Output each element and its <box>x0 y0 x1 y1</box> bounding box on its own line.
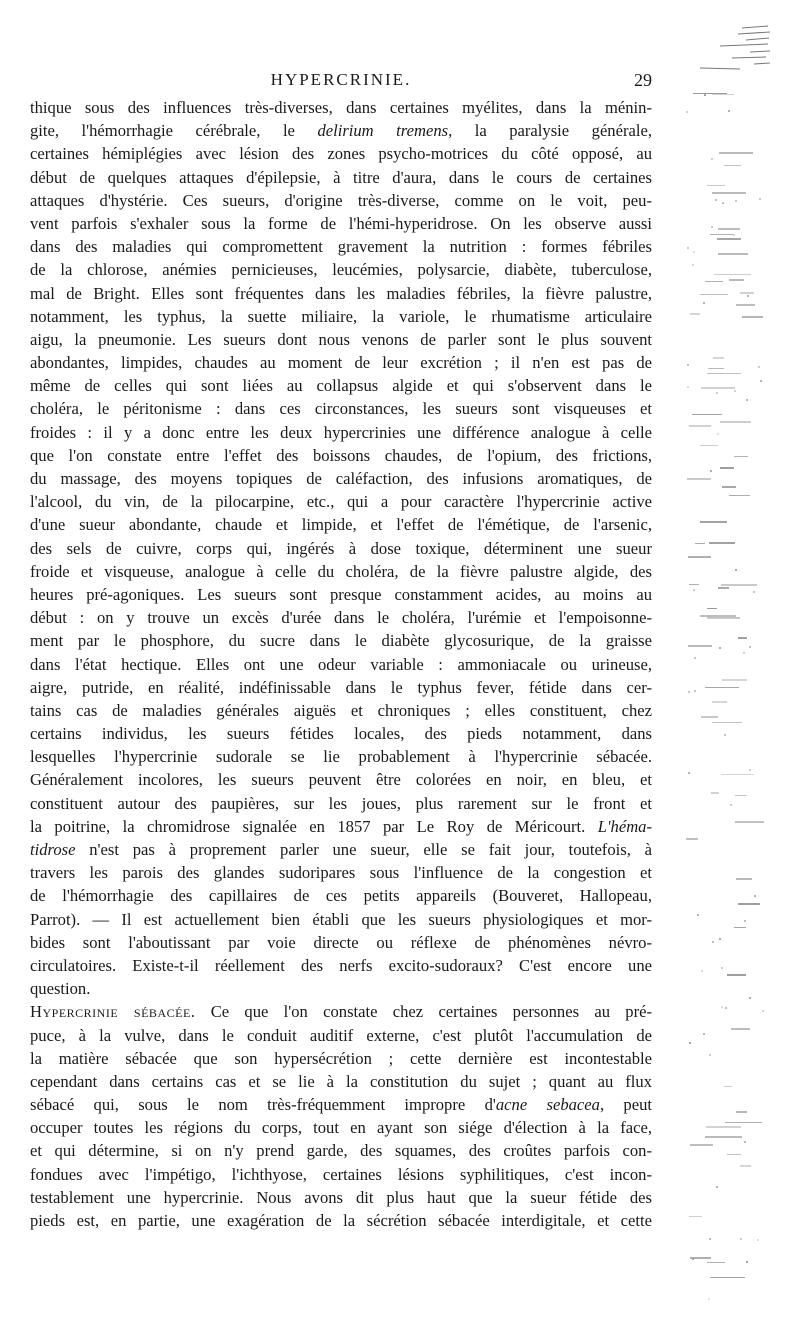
text-line <box>30 212 652 235</box>
scan-noise-mark <box>700 294 728 295</box>
page-number: 29 <box>634 70 652 90</box>
scan-noise-dot <box>755 903 757 905</box>
scan-noise-mark <box>720 467 734 469</box>
body-text <box>30 96 652 1232</box>
scan-noise-mark <box>736 878 752 880</box>
text-line <box>30 282 652 305</box>
text-line <box>30 189 652 212</box>
text-segment: abondantes, limpides, chaudes au moment de leur excrétion ; il n'en est pas de <box>30 353 652 373</box>
scan-noise-mark <box>713 357 724 359</box>
text-line <box>30 537 652 560</box>
text-line <box>30 954 652 977</box>
scan-noise-mark <box>734 927 746 928</box>
text-line <box>30 1163 652 1186</box>
text-line <box>30 444 652 467</box>
text-segment: que l'on constate entre l'effet des boissons chaudes, de l'opium, des frictions, <box>30 445 652 465</box>
text-segment: heures pré-agoniques. Les sueurs sont presque constamment acides, au moins au <box>30 584 652 604</box>
text-line <box>30 142 652 165</box>
scan-noise-dot <box>686 111 688 113</box>
text-segment: la poitrine, la chromidrose signalée en 1857 par Le Roy de Méricourt. <box>30 816 598 836</box>
text-line <box>30 166 652 189</box>
text-line <box>30 467 652 490</box>
text-line <box>30 1209 652 1232</box>
scan-noise-mark <box>738 637 747 639</box>
text-segment: certains individus, les sueurs fétides locales, des pieds notamment, dans <box>30 724 652 744</box>
text-segment: de l'hémorrhagie des capillaires de ces petits appareils (Bouveret, Hallopeau, <box>30 886 652 906</box>
scan-noise-mark <box>724 1086 732 1087</box>
scan-noise-dot <box>759 198 761 200</box>
scan-noise-dot <box>697 914 699 916</box>
scan-noise-dot <box>710 470 712 472</box>
scan-noise-dot <box>740 1238 742 1240</box>
scan-noise-mark <box>689 1216 702 1217</box>
text-segment: et qui détermine, si on n'y prend garde, des squames, des croûtes parfois con- <box>30 1141 652 1161</box>
scan-noise-mark <box>727 974 746 976</box>
scan-noise-mark <box>712 94 734 95</box>
scan-noise-mark <box>700 521 727 523</box>
scan-noise-dot <box>735 200 737 202</box>
scan-noise-dot <box>715 199 717 201</box>
scan-noise-dot <box>743 652 745 654</box>
scan-noise-dot <box>733 234 735 236</box>
scan-noise-mark <box>701 387 735 389</box>
scan-noise-mark <box>735 821 764 823</box>
scan-noise-dot <box>758 366 760 368</box>
scan-noise-mark <box>690 1144 713 1146</box>
scan-noise-mark <box>711 792 719 794</box>
scan-noise-dot <box>721 1006 723 1008</box>
scan-noise-mark <box>688 645 712 647</box>
text-segment: Hypercrinie sébacée. <box>30 1002 196 1022</box>
text-segment: delirium tremens <box>317 121 449 141</box>
text-line <box>30 606 652 629</box>
scan-noise-dot <box>704 94 706 96</box>
scan-noise-mark <box>734 456 748 457</box>
scan-noise-mark <box>729 495 750 496</box>
scan-noise-mark <box>707 617 740 619</box>
text-segment: froide et visqueuse, analogue à celle du choléra, de la fièvre palustre algide, des <box>30 561 652 581</box>
text-segment: question. <box>30 979 91 999</box>
text-line <box>30 861 652 884</box>
text-segment: même de celles qui sont liées au collapsus algide et qui s'observent dans le <box>30 376 652 396</box>
text-segment: testablement une hypercrinie. Nous avons dit plus haut que la sueur fétide des <box>30 1187 652 1207</box>
scan-noise-mark <box>718 587 729 589</box>
text-line <box>30 513 652 536</box>
scan-noise-mark <box>690 313 700 315</box>
text-segment: , peut <box>599 1095 652 1115</box>
text-segment: constituent autour des paupières, sur les joues, plus rarement sur le front et <box>30 793 652 813</box>
text-line <box>30 305 652 328</box>
text-segment: Parrot). — Il est actuellement bien établi que les sueurs physiologiques et mor- <box>30 909 652 929</box>
scan-edge-noise-right <box>686 20 766 1310</box>
scan-noise-dot <box>744 920 746 922</box>
scan-noise-mark <box>712 192 746 194</box>
text-segment: du massage, des moyens topiques de caléfaction, des infusions aromatiques, de <box>30 469 652 488</box>
scan-noise-mark <box>707 373 741 374</box>
scan-noise-mark <box>736 1111 747 1113</box>
text-line <box>30 397 652 420</box>
text-line <box>30 1139 652 1162</box>
text-segment: circulatoires. Existe-t-il réellement des nerfs excito-sudoraux? C'est encore une <box>30 955 652 975</box>
scan-noise-mark <box>710 234 733 235</box>
scan-noise-dot <box>692 1258 694 1260</box>
text-segment: début : on y trouve un excès d'urée dans le choléra, l'urémie et l'empoisonne- <box>30 608 652 628</box>
scan-noise-mark <box>707 608 717 609</box>
scan-noise-mark <box>717 238 741 240</box>
scan-noise-mark <box>740 1165 751 1167</box>
scan-noise-dot <box>687 386 689 388</box>
scan-noise-mark <box>693 93 727 94</box>
text-line <box>30 1116 652 1139</box>
scan-noise-dot <box>701 970 703 972</box>
scan-noise-dot <box>688 691 690 693</box>
text-segment: tidrose <box>30 840 76 859</box>
scan-noise-mark <box>701 716 718 718</box>
text-line <box>30 908 652 931</box>
text-segment: aigre, putride, en réalité, indéfinissable dans le typhus fever, fétide dans cer- <box>30 677 652 697</box>
scan-noise-dot <box>689 1042 691 1044</box>
scan-noise-mark <box>735 795 747 796</box>
text-segment: occuper toutes les régions du corps, tout en ayant son siége d'élection à la face, <box>30 1118 652 1138</box>
scan-noise-dot <box>703 302 705 304</box>
scan-noise-dot <box>712 941 714 943</box>
text-segment: pieds est, en partie, une exagération de la sécrétion sébacée interdigitale, et cette <box>30 1211 652 1230</box>
scan-noise-dot <box>717 433 719 435</box>
scan-noise-dot <box>703 1033 705 1035</box>
text-line <box>30 931 652 954</box>
scan-noise-mark <box>686 838 698 840</box>
scan-noise-mark <box>718 253 748 255</box>
scan-noise-mark <box>705 687 739 688</box>
scan-noise-dot <box>734 390 736 392</box>
text-segment: de la chlorose, anémies pernicieuses, leucémies, polysarcie, diabète, tuberculose, <box>30 260 652 280</box>
text-segment: certaines hémiplégies avec lésion des zones psycho-motrices du côté opposé, au <box>30 144 652 164</box>
text-segment: puce, à la vulve, dans le conduit auditif externe, c'est plutôt l'accumulation de <box>30 1025 652 1045</box>
text-segment: n'est pas à proprement parler une sueur, elle se fait jour, toutefois, à <box>75 840 652 859</box>
scan-noise-dot <box>709 1238 711 1240</box>
scan-noise-mark <box>714 274 751 275</box>
text-segment: sébacé qui, sous le nom très-fréquemment impropre d' <box>30 1095 496 1115</box>
scan-noise-mark <box>700 445 718 446</box>
text-line <box>30 653 652 676</box>
text-segment: des sels de cuivre, corps qui, ingérés à dose toxique, déterminent une sueur <box>30 538 652 558</box>
scan-noise-dot <box>749 997 751 999</box>
scan-noise-mark <box>740 292 754 294</box>
text-line <box>30 977 652 1000</box>
text-line <box>30 328 652 351</box>
scan-noise-mark <box>727 1154 741 1155</box>
text-line <box>30 235 652 258</box>
scan-noise-dot <box>693 589 695 591</box>
scan-noise-dot <box>694 657 696 659</box>
scan-noise-dot <box>708 1298 710 1300</box>
text-line <box>30 258 652 281</box>
text-line <box>30 676 652 699</box>
scan-noise-dot <box>688 772 690 774</box>
scan-noise-mark <box>722 679 747 681</box>
scan-noise-dot <box>721 967 723 969</box>
scan-noise-mark <box>742 316 763 318</box>
scan-noise-dot <box>730 804 732 806</box>
scan-noise-mark <box>687 478 711 480</box>
scan-noise-dot <box>749 646 751 648</box>
scan-noise-mark <box>707 185 725 186</box>
scan-noise-mark <box>712 701 727 703</box>
text-line <box>30 351 652 374</box>
scan-noise-dot <box>711 158 713 160</box>
text-segment: acne sebacea <box>495 1095 600 1115</box>
scan-noise-mark <box>692 414 722 415</box>
text-line <box>30 792 652 815</box>
scan-noise-mark <box>689 584 699 585</box>
scan-noise-dot <box>735 569 737 571</box>
text-segment: ment par le phosphore, du sucre dans le diabète glycosurique, de la graisse <box>30 631 652 651</box>
scan-noise-mark <box>707 1262 725 1263</box>
text-segment: lesquelles l'hypercrinie sudorale se lie probablement à l'hypercrinie sébacée. <box>30 747 652 767</box>
text-line <box>30 490 652 513</box>
text-segment: L'héma- <box>597 816 652 836</box>
text-line <box>30 1093 652 1116</box>
text-line <box>30 374 652 397</box>
text-segment: vent parfois s'exhaler sous la forme de l'hémi-hyperidrose. On les observe aussi <box>30 213 652 233</box>
text-segment: bides sont l'aboutissant par voie directe ou réflexe de phénomènes névro- <box>30 932 652 952</box>
text-line <box>30 119 652 142</box>
text-segment: cependant dans certains cas et se lie à la constitution du sujet ; quant au flux <box>30 1071 652 1091</box>
scan-noise-dot <box>709 1054 711 1056</box>
text-line <box>30 1070 652 1093</box>
running-title: HYPERCRINIE. <box>270 70 412 89</box>
text-line <box>30 884 652 907</box>
scan-noise-mark <box>705 281 723 282</box>
scan-noise-dot <box>687 364 689 366</box>
scan-noise-mark <box>712 722 742 723</box>
text-line <box>30 838 652 861</box>
text-line <box>30 560 652 583</box>
text-segment: travers les parois des glandes sudoripares sous l'influence de la congestion et <box>30 863 652 883</box>
text-segment: choléra, le péritonisme : dans ces circonstances, les sueurs sont visqueuses et <box>30 399 652 419</box>
scan-noise-dot <box>725 1007 727 1009</box>
text-segment: dans l'état hectique. Elles ont une odeur variable : ammoniacale ou urineuse, <box>30 654 652 674</box>
scan-noise-mark <box>721 774 754 775</box>
text-segment: tains cas de maladies générales aiguës et chroniques ; elles constituent, chez <box>30 700 652 720</box>
text-line <box>30 629 652 652</box>
scan-noise-dot <box>716 1186 718 1188</box>
scan-noise-mark <box>736 304 755 306</box>
scan-noise-mark <box>688 556 711 558</box>
scan-noise-dot <box>757 1239 759 1241</box>
scan-noise-mark <box>731 1028 750 1030</box>
scan-noise-mark <box>718 228 740 230</box>
scan-noise-mark <box>695 543 705 544</box>
scan-noise-mark <box>725 1122 762 1123</box>
text-segment: Généralement incolores, les sueurs peuvent être colorées en noir, en bleu, et <box>30 770 652 790</box>
scan-noise-dot <box>719 938 721 940</box>
scan-noise-dot <box>692 264 694 266</box>
scan-noise-mark <box>708 368 724 369</box>
scan-noise-dot <box>722 202 724 204</box>
text-line <box>30 1186 652 1209</box>
text-line <box>30 745 652 768</box>
text-segment: dans des maladies qui compromettent gravement la nutrition : formes fébriles <box>30 237 652 257</box>
text-line <box>30 815 652 838</box>
scan-noise-mark <box>705 1136 742 1138</box>
text-line <box>30 583 652 606</box>
scan-noise-dot <box>744 1141 746 1143</box>
page-header <box>30 70 652 94</box>
scan-noise-dot <box>719 647 721 649</box>
text-line <box>30 768 652 791</box>
scan-noise-mark <box>722 486 736 488</box>
text-line <box>30 1047 652 1070</box>
scan-noise-mark <box>721 584 757 586</box>
text-line <box>30 421 652 444</box>
text-line <box>30 722 652 745</box>
text-line <box>30 1024 652 1047</box>
scan-noise-mark <box>689 425 711 427</box>
text-line <box>30 699 652 722</box>
text-segment: fondues avec l'impétigo, l'ichthyose, certaines lésions syphilitiques, c'est incon- <box>30 1164 652 1184</box>
scan-noise-mark <box>720 421 751 423</box>
scan-noise-dot <box>762 1010 764 1012</box>
scan-noise-mark <box>729 279 744 281</box>
scan-noise-mark <box>706 1126 741 1128</box>
scan-noise-dot <box>746 1261 748 1263</box>
scan-noise-mark <box>724 165 741 166</box>
text-segment: attaques d'hystérie. Ces sueurs, d'origine très-diverse, comme on le voit, peu- <box>30 190 652 210</box>
scan-noise-dot <box>711 226 713 228</box>
text-segment: notamment, les typhus, la suette miliaire, la variole, le rhumatisme articulaire <box>30 306 652 326</box>
text-segment: Ce que l'on constate chez certaines personnes au pré- <box>195 1002 652 1022</box>
text-segment: d'une sueur abondante, chaude et limpide, et l'effet de l'émétique, de l'arsenic, <box>30 515 652 535</box>
scan-noise-dot <box>693 251 695 253</box>
scan-noise-mark <box>719 152 753 154</box>
text-segment: début de quelques attaques d'épilepsie, à titre d'aura, dans le cours de certaines <box>30 167 652 187</box>
scan-noise-dot <box>694 690 696 692</box>
scan-noise-dot <box>724 734 726 736</box>
text-segment: la matière sébacée que son hypersécrétion ; cette dernière est incontestable <box>30 1048 652 1068</box>
scan-noise-mark <box>710 1277 745 1278</box>
scan-noise-dot <box>753 591 755 593</box>
scan-noise-mark <box>709 542 735 544</box>
scan-noise-dot <box>754 895 756 897</box>
text-segment: thique sous des influences très-diverses, dans certaines myélites, dans la ménin- <box>30 98 652 117</box>
text-line <box>30 96 652 119</box>
scan-noise-dot <box>728 110 730 112</box>
scan-noise-dot <box>760 380 762 382</box>
scan-noise-dot <box>749 769 751 771</box>
text-segment: gite, l'hémorrhagie cérébrale, le <box>30 121 318 141</box>
text-segment: , la paralysie générale, <box>448 121 652 141</box>
scan-noise-dot <box>716 392 718 394</box>
text-segment: aigu, la pneumonie. Les sueurs dont nous venons de parler sont le plus souvent <box>30 329 652 349</box>
text-line <box>30 1000 652 1023</box>
text-segment: mal de Bright. Elles sont fréquentes dans les maladies fébriles, la fièvre palustre, <box>30 283 652 303</box>
scan-noise-dot <box>746 399 748 401</box>
scan-noise-dot <box>687 247 689 249</box>
scan-noise-dot <box>747 295 749 297</box>
text-segment: froides : il y a donc entre les deux hypercrinies une différence analogue à celle <box>30 422 652 442</box>
text-segment: l'alcool, du vin, de la pilocarpine, etc., qui a pour caractère l'hypercrinie active <box>30 492 652 512</box>
